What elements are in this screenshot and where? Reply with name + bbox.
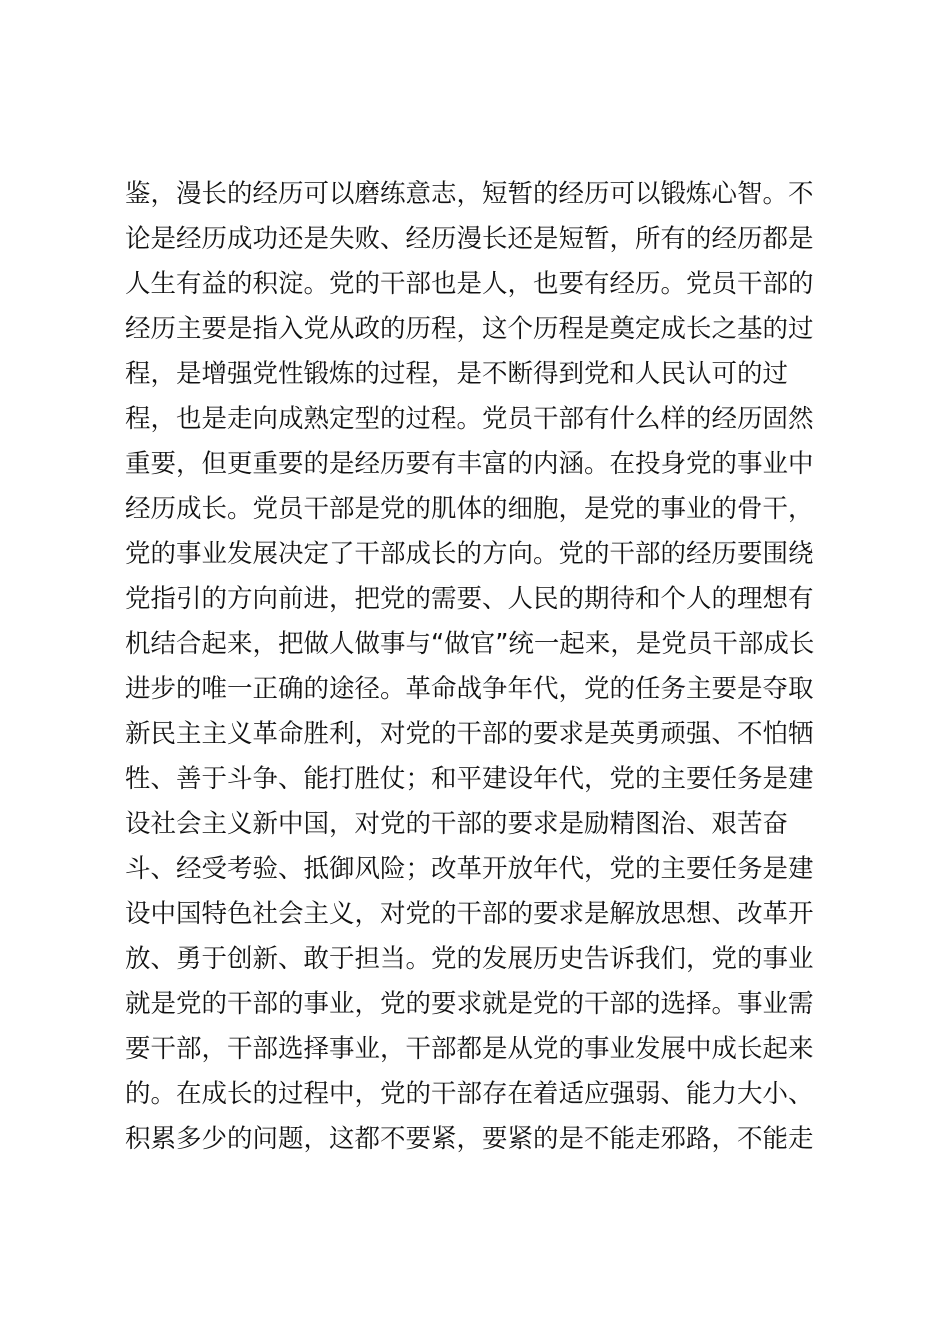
text-line: 要干部，干部选择事业，干部都是从党的事业发展中成长起来	[125, 1034, 814, 1064]
text-line: 斗、经受考验、抵御风险；改革开放年代，党的主要任务是建	[125, 854, 814, 884]
text-line: 设中国特色社会主义，对党的干部的要求是解放思想、改革开	[125, 899, 814, 929]
text-line: 新民主主义革命胜利，对党的干部的要求是英勇顽强、不怕牺	[125, 719, 814, 749]
text-line: 党的事业发展决定了干部成长的方向。党的干部的经历要围绕	[125, 539, 814, 569]
text-line: 牲、善于斗争、能打胜仗；和平建设年代，党的主要任务是建	[125, 764, 814, 794]
text-line: 党指引的方向前进，把党的需要、人民的期待和个人的理想有	[125, 584, 814, 614]
text-line: 积累多少的问题，这都不要紧，要紧的是不能走邪路，不能走	[125, 1124, 814, 1154]
text-line: 程，是增强党性锻炼的过程，是不断得到党和人民认可的过	[125, 359, 789, 389]
text-line: 就是党的干部的事业，党的要求就是党的干部的选择。事业需	[125, 989, 814, 1019]
text-line: 经历成长。党员干部是党的肌体的细胞，是党的事业的骨干，	[125, 494, 814, 524]
text-line: 的。在成长的过程中，党的干部存在着适应强弱、能力大小、	[125, 1079, 814, 1109]
text-line: 程，也是走向成熟定型的过程。党员干部有什么样的经历固然	[125, 404, 814, 434]
text-line: 人生有益的积淀。党的干部也是人，也要有经历。党员干部的	[125, 269, 814, 299]
body-text	[125, 172, 825, 1162]
text-line: 放、勇于创新、敢于担当。党的发展历史告诉我们，党的事业	[125, 944, 814, 974]
text-line: 重要，但更重要的是经历要有丰富的内涵。在投身党的事业中	[125, 449, 814, 479]
text-line: 设社会主义新中国，对党的干部的要求是励精图治、艰苦奋	[125, 809, 789, 839]
text-line: 经历主要是指入党从政的历程，这个历程是奠定成长之基的过	[125, 314, 814, 344]
text-line: 论是经历成功还是失败、经历漫长还是短暂，所有的经历都是	[125, 224, 814, 254]
text-line: 鉴，漫长的经历可以磨练意志，短暂的经历可以锻炼心智。不	[125, 179, 814, 209]
text-line: 机结合起来，把做人做事与“做官”统一起来，是党员干部成长	[125, 629, 815, 659]
text-line: 进步的唯一正确的途径。革命战争年代，党的任务主要是夺取	[125, 674, 814, 704]
